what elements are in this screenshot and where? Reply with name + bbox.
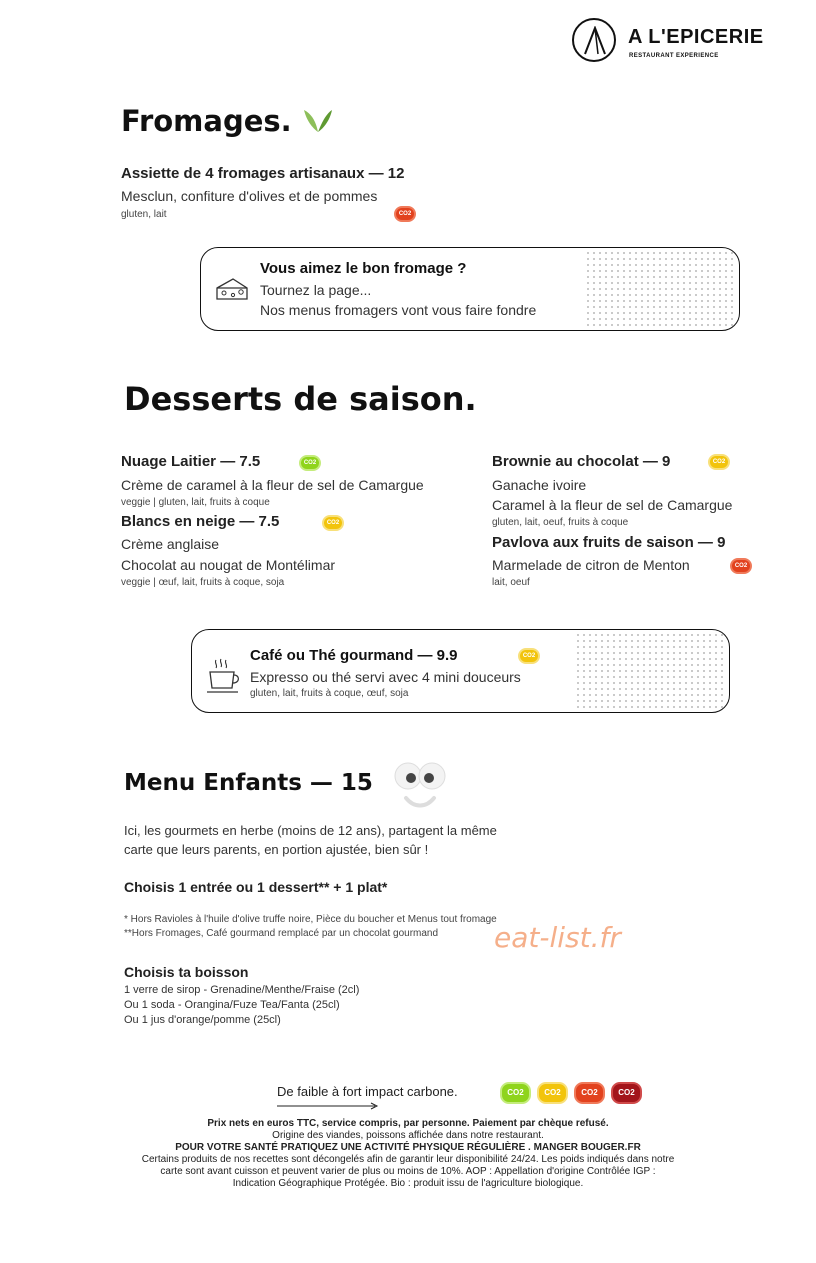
footer-legal-2: carte sont avant cuisson et peuvent varier de plus ou moins de 10%. AOP : Appellation d'origine Contrôlée IGP : <box>160 1166 656 1177</box>
dessert-allergens: lait, oeuf <box>492 577 530 588</box>
dessert-desc: Ganache ivoire <box>492 477 587 493</box>
co2-level-4-icon: CO2 <box>611 1082 642 1104</box>
item-desc: Mesclun, confiture d'olives et de pommes <box>121 188 378 204</box>
co2-level-3-icon: CO2 <box>574 1082 605 1104</box>
section-title-enfants: Menu Enfants — 15 <box>124 770 373 796</box>
brand-tagline: RESTAURANT EXPERIENCE <box>629 53 719 59</box>
co2-medium-icon: CO2 <box>322 515 344 531</box>
drink-option: Ou 1 jus d'orange/pomme (25cl) <box>124 1014 281 1026</box>
drink-option: Ou 1 soda - Orangina/Fuze Tea/Fanta (25cl) <box>124 999 340 1011</box>
promo-line-2: Nos menus fromagers vont vous faire fondre <box>260 302 537 318</box>
cafe-gourmand-box <box>191 629 730 713</box>
item-allergens: gluten, lait <box>121 209 167 220</box>
cafe-name: Café ou Thé gourmand — 9.9 <box>250 647 458 664</box>
footer-health: POUR VOTRE SANTÉ PRATIQUEZ UNE ACTIVITÉ PHYSIQUE RÉGULIÈRE . MANGER BOUGER.FR <box>175 1142 641 1153</box>
enfants-choice: Choisis 1 entrée ou 1 dessert** + 1 plat* <box>124 879 388 895</box>
co2-level-1-icon: CO2 <box>500 1082 531 1104</box>
promo-line-1: Tournez la page... <box>260 282 372 298</box>
watermark: eat-list.fr <box>494 921 621 954</box>
footer-legal-1: Certains produits de nos recettes sont décongelés afin de garantir leur disponibilité 24/24. Les poids indiqués dans notre <box>141 1154 675 1165</box>
arrow-right-icon <box>277 1101 381 1111</box>
co2-medium-icon: CO2 <box>518 648 540 664</box>
dessert-name-pavlova: Pavlova aux fruits de saison — 9 <box>492 534 726 551</box>
dessert-name-brownie: Brownie au chocolat — 9 <box>492 453 671 470</box>
cheese-promo-box <box>200 247 740 331</box>
enfants-intro-1: Ici, les gourmets en herbe (moins de 12 ans), partagent la même <box>124 823 497 838</box>
cheese-icon <box>215 276 249 302</box>
dessert-desc: Chocolat au nougat de Montélimar <box>121 557 336 573</box>
leaf-icon <box>302 108 334 134</box>
dessert-desc: Caramel à la fleur de sel de Camargue <box>492 497 733 513</box>
smiley-face-icon <box>392 760 452 812</box>
co2-medium-icon: CO2 <box>708 454 730 470</box>
promo-title: Vous aimez le bon fromage ? <box>260 260 467 277</box>
drink-title: Choisis ta boisson <box>124 964 249 980</box>
coffee-cup-icon <box>206 656 242 694</box>
brand-logo-mark <box>572 18 616 62</box>
footer-prices: Prix nets en euros TTC, service compris, par personne. Paiement par chèque refusé. <box>207 1118 609 1129</box>
item-name: Assiette de 4 fromages artisanaux — 12 <box>121 165 405 182</box>
dessert-desc: Crème de caramel à la fleur de sel de Camargue <box>121 477 424 493</box>
co2-low-icon: CO2 <box>299 455 321 471</box>
dot-pattern <box>585 250 735 328</box>
enfants-note-1: * Hors Ravioles à l'huile d'olive truffe noire, Pièce du boucher et Menus tout fromage <box>124 914 497 925</box>
dot-pattern <box>575 632 725 710</box>
cafe-allergens: gluten, lait, fruits à coque, œuf, soja <box>250 688 409 699</box>
co2-high-icon: CO2 <box>394 206 416 222</box>
dessert-name-nuage: Nuage Laitier — 7.5 <box>121 453 261 470</box>
impact-label: De faible à fort impact carbone. <box>277 1084 458 1099</box>
dessert-desc: Marmelade de citron de Menton <box>492 557 690 573</box>
drink-option: 1 verre de sirop - Grenadine/Menthe/Fraise (2cl) <box>124 984 360 996</box>
section-title-fromages: Fromages. <box>121 104 292 138</box>
enfants-note-2: **Hors Fromages, Café gourmand remplacé par un chocolat gourmand <box>124 928 439 939</box>
section-title-desserts: Desserts de saison. <box>124 380 477 418</box>
dessert-name-blancs: Blancs en neige — 7.5 <box>121 513 280 530</box>
brand-name: A L'EPICERIE <box>628 26 764 48</box>
co2-high-icon: CO2 <box>730 558 752 574</box>
dessert-allergens: gluten, lait, oeuf, fruits à coque <box>492 517 629 528</box>
dessert-allergens: veggie | œuf, lait, fruits à coque, soja <box>121 577 285 588</box>
footer-legal-3: Indication Géographique Protégée. Bio : produit issu de l'agriculture biologique. <box>232 1178 584 1189</box>
footer-origin: Origine des viandes, poissons affichée dans notre restaurant. <box>272 1130 544 1141</box>
cafe-desc: Expresso ou thé servi avec 4 mini douceurs <box>250 669 521 685</box>
enfants-intro-2: carte que leurs parents, en portion ajustée, bien sûr ! <box>124 842 429 857</box>
logo-a-icon <box>582 26 608 56</box>
dessert-allergens: veggie | gluten, lait, fruits à coque <box>121 497 270 508</box>
co2-level-2-icon: CO2 <box>537 1082 568 1104</box>
dessert-desc: Crème anglaise <box>121 536 220 552</box>
